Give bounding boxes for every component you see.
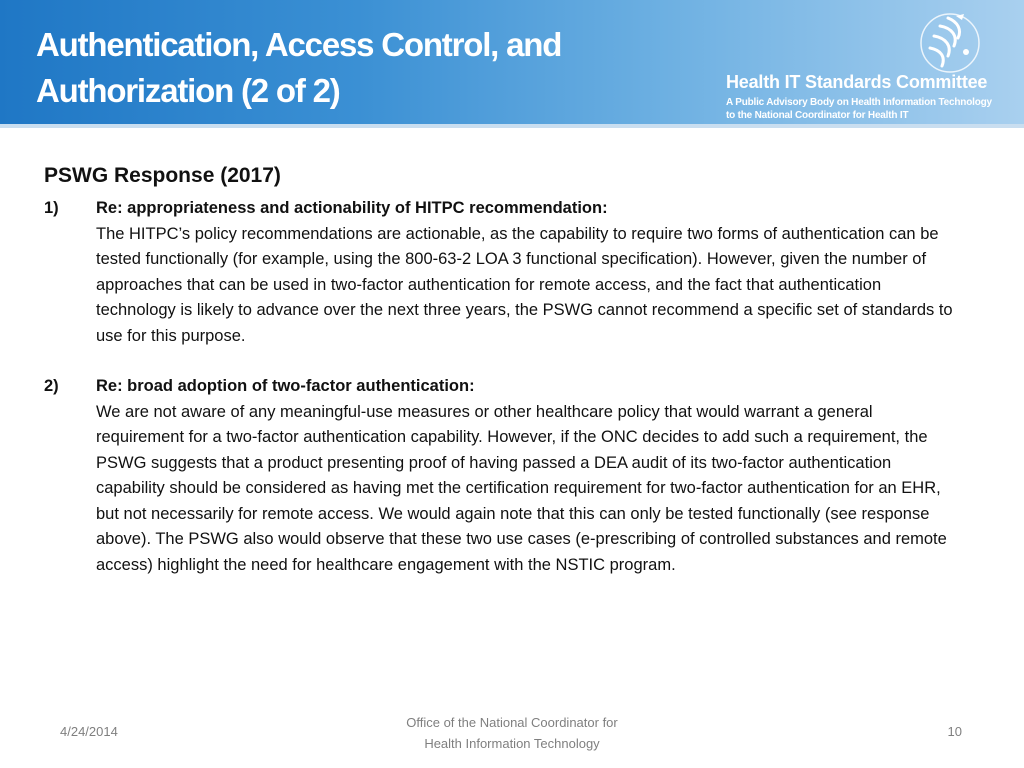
footer-date: 4/24/2014 <box>60 724 118 739</box>
header-banner <box>0 0 1024 128</box>
item-text: We are not aware of any meaningful-use measures or other healthcare policy that would warrant a general requirement for a two-factor authentication capability. However, if the ONC decides to add such a requirement, the PSWG suggests that a product presenting proof of having passed a DEA audit of its two-factor authentication capability should be considered as having met the certification requirement for two-factor authentication for an EHR, but not necessarily for remote access. We would again note that this can only be tested functionally (see response above). The PSWG also would observe that these two use cases (e-prescribing of controlled substances and remote access) highlight the need for healthcare engagement with the NSTIC program. <box>96 402 947 574</box>
response-item-1 <box>44 196 964 349</box>
slide-body <box>44 162 964 578</box>
section-heading: PSWG Response (2017) <box>44 164 281 187</box>
hitsc-logo <box>724 10 1016 122</box>
item-number: 1) <box>44 199 59 217</box>
committee-subtitle <box>726 96 992 122</box>
committee-subtitle-line-1: A Public Advisory Body on Health Information Technology <box>726 97 992 108</box>
response-item-2 <box>44 374 964 578</box>
hhs-eagle-icon <box>918 12 982 74</box>
committee-subtitle-line-2: to the National Coordinator for Health IT <box>726 110 909 121</box>
page-number: 10 <box>947 724 962 739</box>
item-text: The HITPC’s policy recommendations are actionable, as the capability to require two forms of authentication can be tested functionally (for example, using the 800-63-2 LOA 3 functional specification). However, given the number of approaches that can be used in two-factor authentication for remote access, and the fact that authentication technology is likely to advance over the next three years, the PSWG cannot recommend a specific set of standards to use for this purpose. <box>96 224 953 345</box>
item-number: 2) <box>44 377 59 395</box>
item-heading: Re: appropriateness and actionability of HITPC recommendation: <box>96 199 608 217</box>
item-heading: Re: broad adoption of two-factor authentication: <box>96 377 475 395</box>
footer-office-line-2: Health Information Technology <box>424 736 600 751</box>
title-line-2: Authorization (2 of 2) <box>36 72 340 109</box>
slide-title <box>36 22 656 114</box>
title-line-1: Authentication, Access Control, and <box>36 26 562 63</box>
footer-office <box>362 712 662 754</box>
footer-office-line-1: Office of the National Coordinator for <box>406 715 618 730</box>
committee-name: Health IT Standards Committee <box>726 72 988 92</box>
